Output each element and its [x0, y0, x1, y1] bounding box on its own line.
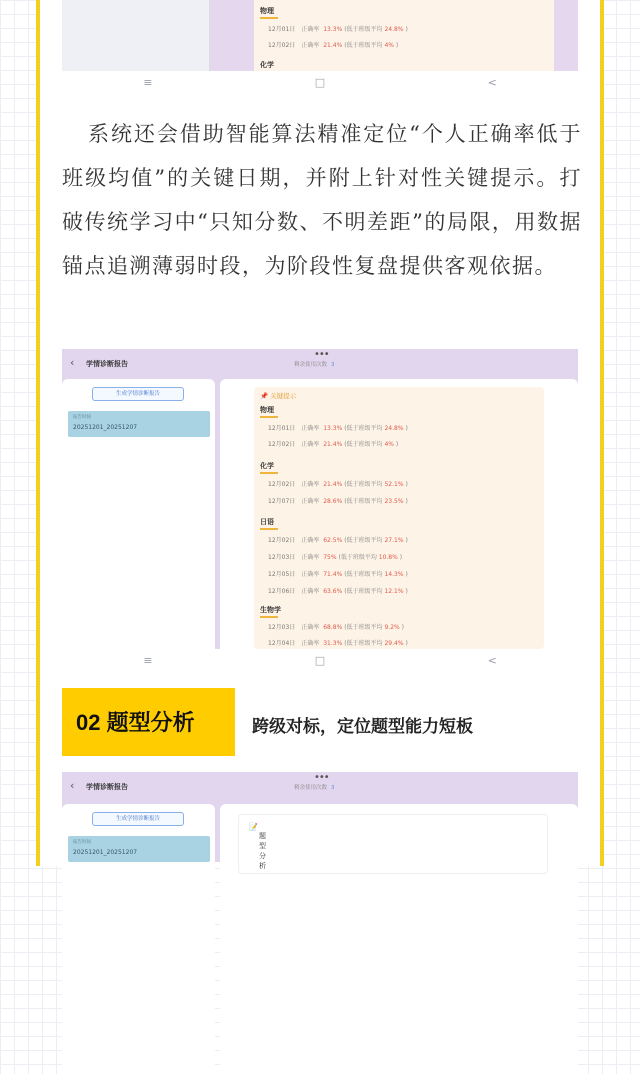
home-icon[interactable]: □ [314, 75, 326, 89]
tip-row: 12月04日 正确率 31.3% (低于班级平均 29.4% ) [268, 640, 408, 647]
tip-row: 12月06日 正确率 63.6% (低于班级平均 12.1% ) [268, 588, 408, 595]
report-content [220, 804, 578, 1074]
generate-report-button[interactable]: 生成学情诊断报告 [92, 387, 184, 401]
subject-heading: 化学 [260, 61, 274, 69]
screenshot-report [62, 349, 578, 649]
more-icon[interactable]: ••• [314, 349, 329, 360]
sidebar [62, 379, 215, 649]
menu-icon[interactable]: ≡ [143, 653, 153, 667]
range-value: 20251201_20251207 [73, 849, 138, 856]
tips-title: 📌 关键提示 [260, 392, 297, 400]
tip-row: 12月03日 正确率 68.8% (低于班级平均 9.2% ) [268, 624, 404, 631]
description-paragraph: 系统还会借助智能算法精准定位“个人正确率低于班级均值”的关键日期，并附上针对性关键提示。打破传统学习中“只知分数、不明差距”的局限，用数据锚点追溯薄弱时段，为阶段性复盘提供客观依据。 [62, 122, 582, 278]
tip-row: 12月05日 正确率 71.4% (低于班级平均 14.3% ) [268, 571, 408, 578]
back-arrow-icon[interactable]: ‹ [70, 779, 75, 792]
section-tag: 02 题型分析 [62, 688, 235, 756]
tip-row: 12月03日 正确率 75% (低于班级平均 10.8% ) [268, 554, 403, 561]
subject-heading: 日语 [260, 518, 274, 526]
range-value: 20251201_20251207 [73, 424, 138, 431]
report-content [220, 379, 578, 649]
tips-card [254, 0, 554, 72]
tip-row: 12月02日 正确率 21.4% (低于班级平均 4% ) [268, 42, 399, 49]
home-icon[interactable]: □ [314, 653, 326, 667]
tip-row: 12月02日 正确率 21.4% (低于班级平均 4% ) [268, 441, 399, 448]
report-range-item[interactable] [68, 411, 210, 437]
more-icon[interactable]: ••• [314, 772, 329, 783]
menu-icon[interactable]: ≡ [143, 75, 153, 89]
remaining-usage: 剩余使用次数 3 [294, 785, 335, 791]
tip-row: 12月01日 正确率 13.3% (低于班级平均 24.8% ) [268, 26, 408, 33]
subject-heading: 化学 [260, 462, 274, 470]
tip-row: 12月02日 正确率 62.5% (低于班级平均 27.1% ) [268, 537, 408, 544]
back-icon[interactable]: < [487, 653, 497, 667]
key-tips-card [254, 387, 544, 649]
app-header [62, 349, 578, 377]
tip-row: 12月01日 正确率 13.3% (低于班级平均 24.8% ) [268, 425, 408, 432]
sidebar [62, 804, 215, 1074]
android-nav-bar [62, 71, 578, 93]
subject-heading: 物理 [260, 406, 274, 414]
page-title: 学情诊断报告 [86, 360, 128, 368]
remaining-usage: 剩余使用次数 3 [294, 362, 335, 368]
tip-row: 12月07日 正确率 28.6% (低于班级平均 23.5% ) [268, 498, 408, 505]
generate-report-button[interactable]: 生成学情诊断报告 [92, 812, 184, 826]
back-icon[interactable]: < [487, 75, 497, 89]
section-subtitle: 跨级对标，定位题型能力短板 [252, 717, 473, 737]
range-label: 报告时间 [73, 415, 91, 420]
subject-heading: 物理 [260, 7, 274, 15]
page-title: 学情诊断报告 [86, 783, 128, 791]
analysis-title: 📝 题型分析 [249, 823, 266, 870]
left-panel [62, 0, 210, 72]
android-nav-bar [62, 649, 578, 671]
question-type-card [238, 814, 548, 874]
subject-heading: 生物学 [260, 606, 281, 614]
screenshot-top [62, 0, 578, 72]
back-arrow-icon[interactable]: ‹ [70, 356, 75, 369]
screenshot-analysis [62, 772, 578, 870]
report-range-item[interactable] [68, 836, 210, 862]
tip-row: 12月02日 正确率 21.4% (低于班级平均 52.1% ) [268, 481, 408, 488]
app-header [62, 772, 578, 800]
range-label: 报告时间 [73, 840, 91, 845]
